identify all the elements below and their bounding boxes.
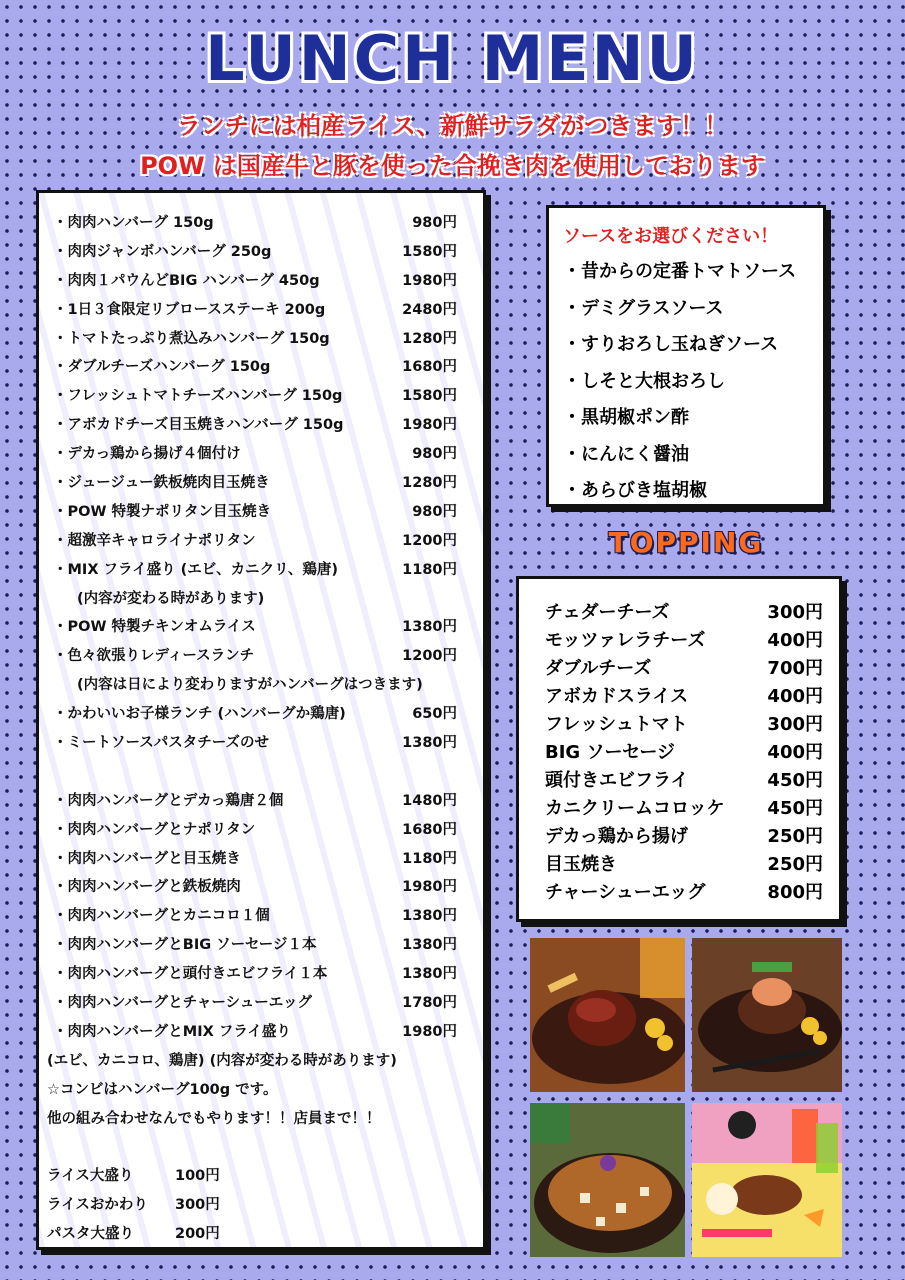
sauce-title: ソースをお選びください！: [563, 226, 779, 247]
menu-item: [53, 351, 469, 380]
combo-item-price: 1180円: [402, 850, 457, 867]
topping-item: [545, 711, 823, 739]
menu-item-name: ・トマトたっぷり煮込みハンバーグ 150g: [53, 330, 330, 347]
menu-item: [53, 669, 469, 698]
extra-item-name: ライスおかわり: [47, 1197, 148, 1214]
combo-note-text: (エビ、カニコロ、鶏唐) (内容が変わる時があります): [47, 1052, 397, 1069]
menu-item-name: ・1日３食限定リブロースステーキ 200g: [53, 301, 326, 318]
menu-item-price: 1580円: [402, 243, 457, 260]
menu-item: [53, 525, 469, 554]
menu-item-price: 1980円: [402, 417, 457, 434]
menu-item-price: 1380円: [402, 734, 457, 751]
topping-item-name: デカっ鶏から揚げ: [545, 826, 688, 847]
combo-item-price: 1380円: [402, 966, 457, 983]
onion-hamburg-photo: [692, 938, 842, 1092]
topping-item-price: 800円: [767, 882, 823, 903]
menu-item-name: (内容は日により変わりますがハンバーグはつきます): [77, 677, 423, 694]
subtitle-rice-salad: ランチには柏産ライス、新鮮サラダがつきます！！: [176, 112, 729, 140]
menu-item-name: ・ダブルチーズハンバーグ 150g: [53, 359, 271, 376]
menu-item-name: ・MIX フライ盛り (エビ、カニクリ、鶏唐): [53, 561, 339, 578]
menu-item: [53, 265, 469, 294]
onion-hamburg-photo-image: [692, 938, 842, 1092]
sauce-list: [563, 254, 809, 510]
combo-item-name: ・肉肉ハンバーグと鉄板焼肉: [53, 879, 241, 896]
menu-list: [47, 207, 469, 1247]
menu-item-price: 980円: [412, 446, 457, 463]
topping-item: [545, 627, 823, 655]
menu-spacer: [53, 756, 469, 785]
menu-item: [53, 611, 469, 640]
topping-item-price: 250円: [767, 826, 823, 847]
combo-item-name: ・肉肉ハンバーグとチャーシューエッグ: [53, 994, 312, 1011]
menu-item-price: 980円: [412, 503, 457, 520]
combo-item: [53, 814, 469, 843]
combo-item-price: 1380円: [402, 908, 457, 925]
menu-item-price: 1280円: [402, 474, 457, 491]
menu-item-price: 1280円: [402, 330, 457, 347]
topping-item-name: チェダーチーズ: [545, 602, 670, 623]
kids-lunch-photo: [692, 1103, 842, 1257]
topping-item: [545, 851, 823, 879]
topping-item: [545, 739, 823, 767]
combo-note: [47, 1074, 469, 1103]
combo-item: [53, 843, 469, 872]
menu-item-price: 1980円: [402, 272, 457, 289]
hamburg-photo-image: [530, 938, 685, 1092]
napolitan-photo: [530, 1103, 685, 1257]
combo-item-price: 1480円: [402, 792, 457, 809]
menu-item-name: ・アボカドチーズ目玉焼きハンバーグ 150g: [53, 417, 344, 434]
subtitle-meat-note: POW は国産牛と豚を使った合挽き肉を使用しております: [140, 152, 765, 180]
topping-item-name: BIG ソーセージ: [545, 742, 676, 763]
extra-item-name: ライス大盛り: [47, 1168, 134, 1185]
combo-note-text: 他の組み合わせなんでもやります！！店員まで！！: [47, 1110, 381, 1127]
topping-item-price: 250円: [767, 854, 823, 875]
extra-item-price: 300円: [175, 1197, 220, 1214]
combo-item: [53, 871, 469, 900]
menu-item: [53, 698, 469, 727]
topping-item-name: 目玉焼き: [545, 854, 617, 875]
menu-item: [53, 236, 469, 265]
combo-item-name: ・肉肉ハンバーグとデカっ鶏唐２個: [53, 792, 284, 809]
extra-item: [47, 1160, 469, 1189]
topping-panel: [516, 576, 842, 922]
menu-item-name: ・肉肉１パウんどBIG ハンバーグ 450g: [53, 272, 320, 289]
menu-item-price: 1200円: [402, 648, 457, 665]
combo-note-text: ☆コンビはハンバーグ100g です。: [47, 1081, 278, 1098]
combo-item: [53, 785, 469, 814]
menu-item-price: 1580円: [402, 388, 457, 405]
combo-item: [53, 958, 469, 987]
menu-item: [53, 640, 469, 669]
menu-item-name: ・色々欲張りレディースランチ: [53, 648, 255, 665]
combo-item-price: 1680円: [402, 821, 457, 838]
kids-lunch-photo-image: [692, 1103, 842, 1257]
topping-item-price: 700円: [767, 658, 823, 679]
menu-item: [53, 583, 469, 612]
menu-item-price: 1380円: [402, 619, 457, 636]
topping-item-price: 450円: [767, 770, 823, 791]
sauce-item: ・すりおろし玉ねぎソース: [563, 334, 779, 355]
extra-item-price: 200円: [175, 1226, 220, 1243]
menu-item-name: ・デカっ鶏から揚げ４個付け: [53, 446, 241, 463]
combo-item-name: ・肉肉ハンバーグとナポリタン: [53, 821, 256, 838]
topping-item-price: 400円: [767, 686, 823, 707]
extra-item: [47, 1218, 469, 1247]
sauce-item: ・あらびき塩胡椒: [563, 480, 707, 501]
sauce-item: ・しそと大根おろし: [563, 370, 725, 392]
combo-item-name: ・肉肉ハンバーグと頭付きエビフライ１本: [53, 966, 328, 983]
menu-item-name: ・ミートソースパスタチーズのせ: [53, 734, 270, 751]
menu-item-name: ・かわいいお子様ランチ (ハンバーグか鶏唐): [53, 706, 346, 723]
sauce-item: ・デミグラスソース: [563, 297, 724, 319]
menu-item: [53, 380, 469, 409]
menu-item-name: ・肉肉ハンバーグ 150g: [53, 214, 214, 231]
topping-item: [545, 683, 823, 711]
menu-item: [53, 467, 469, 496]
combo-item-name: ・肉肉ハンバーグとカニコロ１個: [53, 908, 270, 925]
topping-item-price: 300円: [767, 602, 823, 623]
menu-item-price: 980円: [412, 214, 457, 231]
topping-item-name: ダブルチーズ: [545, 658, 652, 679]
menu-item-price: 1200円: [402, 532, 457, 549]
menu-item-name: ・POW 特製チキンオムライス: [53, 619, 256, 636]
topping-item: [545, 767, 823, 795]
hamburg-photo: [530, 938, 685, 1092]
topping-item-name: カニクリームコロッケ: [545, 798, 725, 819]
menu-item-price: 2480円: [402, 301, 457, 318]
menu-item: [53, 323, 469, 352]
extra-item: [47, 1189, 469, 1218]
menu-item: [53, 438, 469, 467]
main-menu-panel: [36, 190, 486, 1250]
topping-list: [545, 599, 823, 907]
menu-item-name: ・ジュージュー鉄板焼肉目玉焼き: [53, 474, 270, 491]
combo-note: [47, 1103, 469, 1132]
menu-item-price: 1180円: [402, 561, 457, 578]
combo-note: [47, 1045, 469, 1074]
menu-item-name: ・フレッシュトマトチーズハンバーグ 150g: [53, 388, 343, 405]
sauce-panel: [546, 205, 826, 507]
combo-item-price: 1780円: [402, 994, 457, 1011]
menu-item-name: ・超激辛キャロライナポリタン: [53, 532, 256, 549]
combo-item-name: ・肉肉ハンバーグと目玉焼き: [53, 850, 241, 867]
topping-item-price: 450円: [767, 798, 823, 819]
menu-item: [53, 496, 469, 525]
menu-item: [53, 554, 469, 583]
topping-item: [545, 655, 823, 683]
page-title: LUNCH MENU: [205, 22, 700, 95]
topping-item-name: アボカドスライス: [545, 686, 689, 707]
topping-item-price: 400円: [767, 742, 823, 763]
topping-item-price: 400円: [767, 630, 823, 651]
sauce-item: ・昔からの定番トマトソース: [563, 261, 797, 282]
combo-item-price: 1380円: [402, 937, 457, 954]
combo-item-price: 1980円: [402, 879, 457, 896]
topping-item: [545, 599, 823, 627]
topping-item-name: チャーシューエッグ: [545, 882, 706, 903]
combo-item-name: ・肉肉ハンバーグとBIG ソーセージ１本: [53, 937, 317, 954]
sauce-item: ・にんにく醤油: [563, 443, 689, 465]
topping-item: [545, 879, 823, 907]
menu-item-price: 650円: [412, 706, 457, 723]
menu-item-price: 1680円: [402, 359, 457, 376]
menu-item-name: ・肉肉ジャンボハンバーグ 250g: [53, 243, 272, 260]
sauce-item: ・黒胡椒ポン酢: [563, 407, 689, 428]
combo-item: [53, 900, 469, 929]
topping-item-name: モッツァレラチーズ: [545, 630, 706, 651]
menu-item-name: ・POW 特製ナポリタン目玉焼き: [53, 503, 271, 520]
combo-item-price: 1980円: [402, 1023, 457, 1040]
menu-item: [53, 207, 469, 236]
topping-item-name: 頭付きエビフライ: [545, 770, 689, 791]
topping-item: [545, 795, 823, 823]
combo-item-name: ・肉肉ハンバーグとMIX フライ盛り: [53, 1023, 291, 1040]
combo-item: [53, 1016, 469, 1045]
topping-title: TOPPING: [608, 526, 764, 559]
extra-item-price: 100円: [175, 1168, 220, 1185]
menu-item: [53, 409, 469, 438]
topping-item-name: フレッシュトマト: [545, 714, 688, 735]
menu-item-name: (内容が変わる時があります): [77, 590, 265, 607]
topping-item-price: 300円: [767, 714, 823, 735]
menu-spacer: [53, 1132, 469, 1161]
topping-item: [545, 823, 823, 851]
combo-item: [53, 929, 469, 958]
menu-item: [53, 727, 469, 756]
combo-item: [53, 987, 469, 1016]
extra-item-name: パスタ大盛り: [47, 1226, 134, 1243]
napolitan-photo-image: [530, 1103, 685, 1257]
menu-item: [53, 294, 469, 323]
